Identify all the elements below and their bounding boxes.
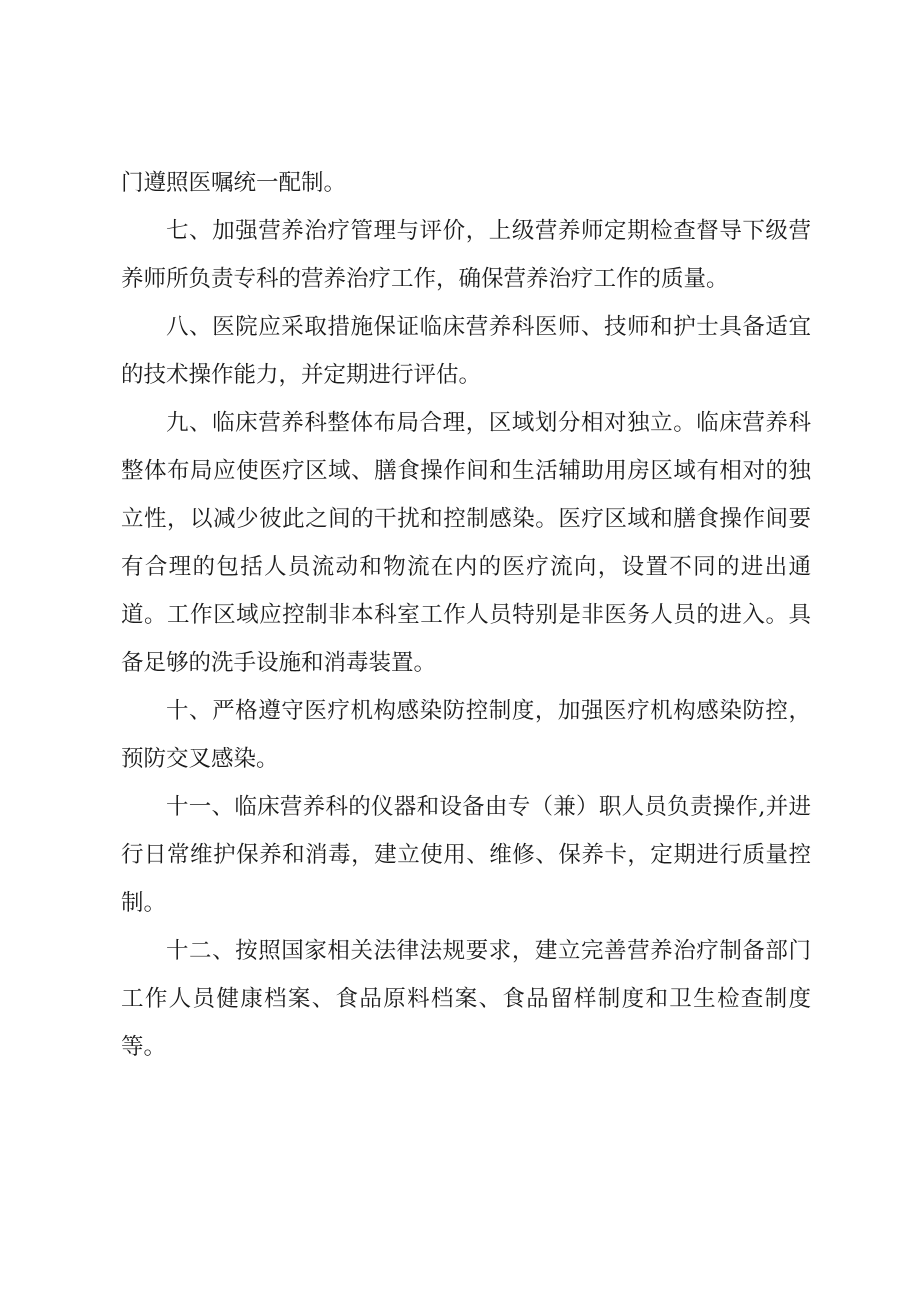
paragraph-item-10: 十、严格遵守医疗机构感染防控制度，加强医疗机构感染防控，预防交叉感染。 [121, 698, 811, 772]
paragraph-continuation: 门遵照医嘱统一配制。 [121, 170, 347, 196]
paragraph-item-9: 九、临床营养科整体布局合理，区域划分相对独立。临床营养科整体布局应使医疗区域、膳食操作间和生活辅助用房区域有相对的独立性，以减少彼此之间的干扰和控制感染。医疗区域和膳食操作间要有合理的包括人员流动和物流在内的医疗流向，设置不同的进出通道。工作区域应控制非本科室工作人员特别是非医务人员的进入。具备足够的洗手设施和消毒装置。 [121, 410, 811, 676]
paragraph-item-7: 七、加强营养治疗管理与评价，上级营养师定期检查督导下级营养师所负责专科的营养治疗工作，确保营养治疗工作的质量。 [121, 218, 811, 292]
paragraph-item-8: 八、医院应采取措施保证临床营养科医师、技师和护士具备适宜的技术操作能力，并定期进行评估。 [121, 314, 811, 388]
paragraph-item-11: 十一、临床营养科的仪器和设备由专（兼）职人员负责操作,并进行日常维护保养和消毒，建立使用、维修、保养卡，定期进行质量控制。 [121, 794, 811, 916]
paragraph-item-12: 十二、按照国家相关法律法规要求，建立完善营养治疗制备部门工作人员健康档案、食品原料档案、食品留样制度和卫生检查制度等。 [121, 938, 811, 1060]
document-body [121, 159, 811, 1071]
